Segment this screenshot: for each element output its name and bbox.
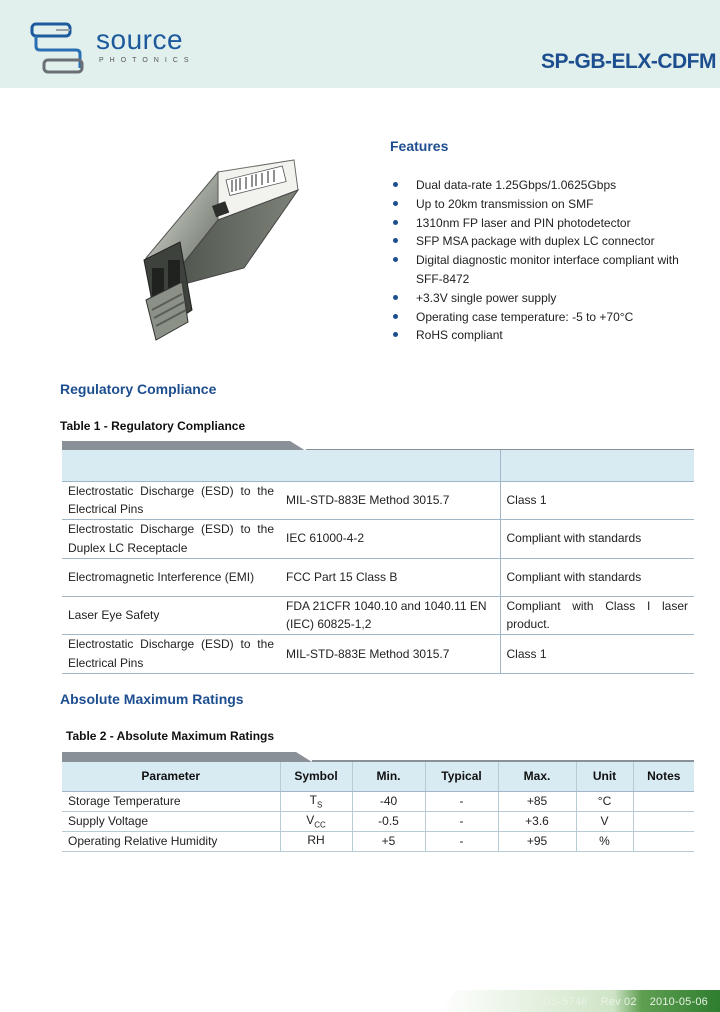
table-row [62,596,694,635]
symbol-cell: RH [280,831,352,851]
column-header: Parameter [62,762,280,791]
standard-cell: FCC Part 15 Class B [280,558,500,596]
table-2-caption: Table 2 - Absolute Maximum Ratings [66,729,275,743]
feature-item: 1310nm FP laser and PIN photodetector [390,214,700,233]
absolute-maximum-ratings-table [62,762,694,852]
table-header-row [62,450,694,481]
max-cell: +95 [498,831,576,851]
feature-item: Digital diagnostic monitor interface compliant with SFF-8472 [390,251,700,289]
min-cell: -0.5 [352,811,425,831]
notes-cell [633,811,694,831]
feature-cell: Electromagnetic Interference (EMI) [62,558,280,596]
notes-cell [633,831,694,851]
typical-cell: - [425,811,498,831]
table-2-tab-decoration [62,752,694,762]
feature-item: RoHS compliant [390,326,700,345]
brand-subtitle: PHOTONICS [99,57,195,64]
column-header: Unit [576,762,633,791]
unit-cell: % [576,831,633,851]
feature-cell: Laser Eye Safety [62,596,280,635]
feature-cell: Electrostatic Discharge (ESD) to the Electrical Pins [62,481,280,520]
column-header: Min. [352,762,425,791]
column-header: Notes [633,762,694,791]
column-header: Typical [425,762,498,791]
doc-number: DS-5748 [542,996,588,1008]
regulatory-compliance-table [62,450,694,674]
page-header [0,0,720,88]
symbol-cell: $V_{CC}$ [280,811,352,831]
table-row [62,791,694,811]
standard-cell: IEC 61000-4-2 [280,520,500,559]
symbol-cell: $T_S$ [280,791,352,811]
source-photonics-logo-icon [30,22,86,74]
feature-item: Up to 20km transmission on SMF [390,195,700,214]
max-cell: +85 [498,791,576,811]
sfp-transceiver-image [122,150,322,350]
performance-cell: Compliant with standards [500,558,694,596]
table-header-row [62,762,694,791]
feature-item: SFP MSA package with duplex LC connector [390,232,700,251]
column-header: Max. [498,762,576,791]
min-cell: -40 [352,791,425,811]
parameter-cell: Operating Relative Humidity [62,831,280,851]
typical-cell: - [425,791,498,811]
performance-cell: Compliant with standards [500,520,694,559]
table-row [62,481,694,520]
table-row [62,635,694,674]
table-row [62,520,694,559]
features-list [390,176,700,345]
standard-cell: FDA 21CFR 1040.10 and 1040.11 EN (IEC) 60825-1,2 [280,596,500,635]
typical-cell: - [425,831,498,851]
column-header: Symbol [280,762,352,791]
standard-cell: MIL-STD-883E Method 3015.7 [280,481,500,520]
amr-heading: Absolute Maximum Ratings [60,691,244,707]
parameter-cell: Supply Voltage [62,811,280,831]
standard-cell: MIL-STD-883E Method 3015.7 [280,635,500,674]
performance-cell: Class 1 [500,481,694,520]
footer-doc-info [543,996,708,1008]
parameter-cell: Storage Temperature [62,791,280,811]
part-number-title: SP-GB-ELX-CDFM [541,50,716,73]
table-row [62,811,694,831]
max-cell: +3.6 [498,811,576,831]
table-row [62,831,694,851]
features-heading: Features [390,138,449,154]
brand-wordmark: source [96,24,184,55]
notes-cell [633,791,694,811]
table-1-caption: Table 1 - Regulatory Compliance [60,419,246,433]
feature-item: Operating case temperature: -5 to +70°C [390,308,700,327]
table-row [62,558,694,596]
unit-cell: V [576,811,633,831]
feature-item: Dual data-rate 1.25Gbps/1.0625Gbps [390,176,700,195]
performance-cell: Class 1 [500,635,694,674]
performance-cell: Compliant with Class I laser product. [500,596,694,635]
feature-item: +3.3V single power supply [390,289,700,308]
doc-date: 2010-05-06 [649,996,708,1008]
min-cell: +5 [352,831,425,851]
regulatory-heading: Regulatory Compliance [60,381,217,397]
feature-cell: Electrostatic Discharge (ESD) to the Electrical Pins [62,635,280,674]
revision: Rev 02 [600,996,637,1008]
unit-cell: °C [576,791,633,811]
feature-cell: Electrostatic Discharge (ESD) to the Duplex LC Receptacle [62,520,280,559]
